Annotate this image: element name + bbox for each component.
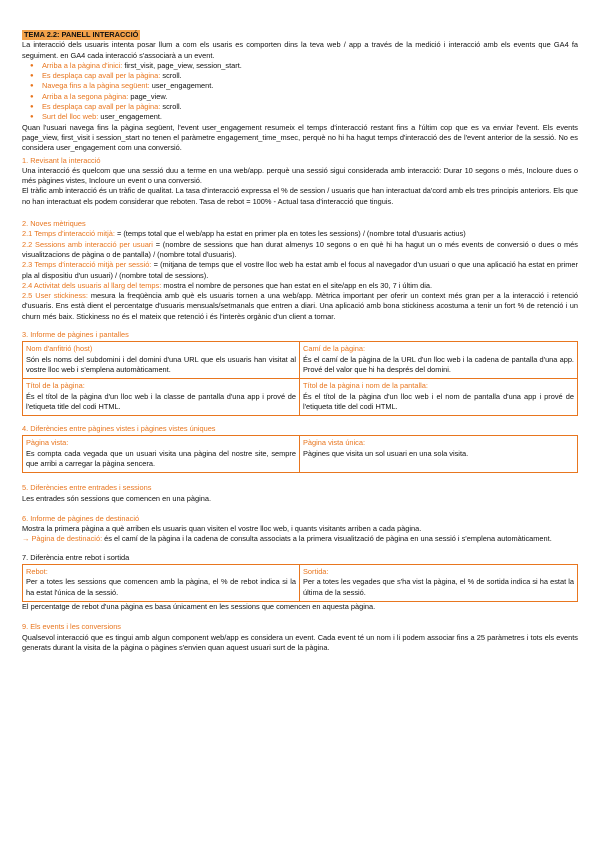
section-4-heading: 4. Diferències entre pàgines vistes i pàgines vistes úniques bbox=[22, 424, 578, 436]
table-cell: Títol de la pàgina: És el títol de la pàgina d'un lloc web i la classe de pantalla d'una app i prové de l'etiqueta title del codi HTML. bbox=[23, 379, 300, 416]
section-6-heading: 6. Informe de pàgines de destinació bbox=[22, 513, 140, 523]
document-page bbox=[22, 30, 578, 653]
doc-title: TEMA 2.2: PANELL INTERACCIÓ bbox=[24, 30, 139, 39]
list-item: ● Arriba a la pàgina d'inici: first_visit, page_view, session_start. bbox=[42, 61, 578, 71]
section-1-heading: 1. Revisant la interacció bbox=[22, 155, 101, 165]
section-6-p1: Mostra la primera pàgina a què arriben els usuaris quan visiten el vostre lloc web, i quants visitants arriben a cada pàgina. bbox=[22, 524, 422, 534]
intro-paragraph: La interacció dels usuaris intenta posar llum a com els usaris es comporten dins la teva web / app a través de la medició i interacció amb els events que GA4 fa seguiment. en GA4 cada interacció s'associarà a un event. bbox=[22, 40, 578, 60]
section-1-p1: Una interacció és quelcom que una sessió duu a terme en una web/app. perquè una sessió sigui considerada amb interacció: Durar 10 segons o més, Incloure dues o més pàgines vistes, Incloure un event o una conversió. bbox=[22, 165, 578, 186]
metric-2-1: 2.1 Temps d'interacció mitjà: = (temps total que el web/app ha estat en primer pla en totes les sessions) / (nombre total d'usuaris actius) bbox=[22, 229, 466, 239]
section-7-heading: 7. Diferència entre rebot i sortida bbox=[22, 553, 578, 565]
pages-screens-table bbox=[22, 342, 578, 416]
metric-2-4: 2.4 Activitat dels usuaris al llarg del temps: mostra el nombre de persones que han estat en el site/app en els 30, 7 i últim dia. bbox=[22, 280, 433, 290]
bounce-exit-table bbox=[22, 565, 578, 602]
section-2-heading: 2. Noves mètriques bbox=[22, 219, 86, 229]
section-7-note: El percentatge de rebot d'una pàgina es basa únicament en les sessions que comencen en aquesta pàgina. bbox=[22, 601, 376, 611]
list-item: ● Es desplaça cap avall per la pàgina: scroll. bbox=[42, 71, 578, 81]
table-cell: Sortida: Per a totes les vegades que s'ha vist la pàgina, el % de sortida indica si ha estat la última de la sessió. bbox=[300, 565, 577, 602]
section-6-p2: → Pàgina de destinació: és el camí de la pàgina i la cadena de consulta associats a la primera visualització de pàgina en una sessió i s'emplena automàticament. bbox=[22, 534, 552, 544]
metric-2-2: 2.2 Sessions amb interacció per usuari = (nombre de sessions que han durat almenys 10 segons o en què hi ha hagut un o més events de conversió o dues o més visualitzacions de pàgina o de pantalla) / (nombre total d'usuaris). bbox=[22, 239, 578, 259]
list-item: ● Surt del lloc web: user_engagement. bbox=[42, 112, 578, 122]
list-item: ● Navega fins a la pàgina següent: user_engagement. bbox=[42, 81, 578, 91]
list-item: ● Es desplaça cap avall per la pàgina: scroll. bbox=[42, 102, 578, 112]
pageviews-table bbox=[22, 436, 578, 473]
table-cell: Pàgina vista: Es compta cada vegada que un usuari visita una pàgina del nostre site, sempre que arribi a carregar la pàgina sencera. bbox=[23, 436, 300, 473]
list-item: ● Arriba a la segona pàgina: page_view. bbox=[42, 92, 578, 102]
table-cell: Pàgina vista única: Pàgines que visita un sol usuari en una sola visita. bbox=[300, 436, 577, 473]
metric-2-5: 2.5 User stickiness: mesura la freqüència amb què els usuaris tornen a una web/app. Mètrica important per oferir un context més gran per a la interacció i retenció d'usuaris. Ens està dient el percentatge d'usuaris mensuals/setmanals que entren a diari. Una aplicació amb bona stickiness acostuma a tenir un fort % de retenció i un churn més baix. Stickiness no és el mateix que retenció i és l'interès orgànic d'un client a tornar. bbox=[22, 291, 578, 321]
section-5-text: Les entrades són sessions que comencen en una pàgina. bbox=[22, 493, 212, 503]
events-list bbox=[22, 61, 578, 123]
section-3-heading: 3. Informe de pàgines i pantalles bbox=[22, 330, 578, 342]
table-cell: Rebot: Per a totes les sessions que comencen amb la pàgina, el % de rebot indica si la ha estat l'única de la sessió. bbox=[23, 565, 300, 602]
section-9-heading: 9. Els events i les conversions bbox=[22, 622, 121, 632]
table-cell: Nom d'anfitrió (host) Són els noms del subdomini i del domini d'una URL que els usuaris han visitat al vostre lloc web i s'emplena automàticament. bbox=[23, 342, 300, 379]
table-cell: Camí de la pàgina: És el camí de la pàgina de la URL d'un lloc web i la cadena de pantalla d'una app. Prové del valor que hi ha després del domini. bbox=[300, 342, 577, 379]
after-events-paragraph: Quan l'usuari navega fins la pàgina següent, l'event user_engagement resumeix el temps d'interacció restant fins a l'últim cop que es va enviar l'event. Els events page_view, first_visit i session_start no tenen el paràmetre engagement_time_msec, perquè no hi ha hagut temps d'interacció des de l'event anterior de la sessió. No es considera user_engagement com una conversió. bbox=[22, 122, 578, 153]
metric-2-3: 2.3 Temps d'interacció mitjà per sessió: = (mitjana de temps que el vostre lloc web ha estat amb el focus al navegador d'un usuari o que una aplicació ha estat en primer pla al dispositiu d'un usuari) / (nombre total de sessions). bbox=[22, 260, 578, 280]
section-9-text: Qualsevol interacció que es tingui amb algun component web/app es considera un event. Cada event té un nom i li podem associar fins a 25 paràmetres i tots els events generats durant la visita de la pàgina o pàgines s'envien quan aquest usuari surt de la pàgina. bbox=[22, 632, 578, 652]
section-1-p2: El tràfic amb interacció és un tràfic de qualitat. La tasa d'interacció expressa el % de session / usuaris que han interactuat da'cord amb els tres principis anteriors. Els que no han interactuat els podem considerar que reboten. Tasa de rebot = 100% - Actual tasa d'interacció que tinguis. bbox=[22, 186, 578, 206]
section-5-heading: 5. Diferències entre entrades i sessions bbox=[22, 483, 152, 493]
table-cell: Títol de la pàgina i nom de la pantalla: És el títol de la pàgina d'un lloc web i el nom de pantalla d'una app i prové de l'etiqueta title del codi HTML. bbox=[300, 379, 577, 416]
